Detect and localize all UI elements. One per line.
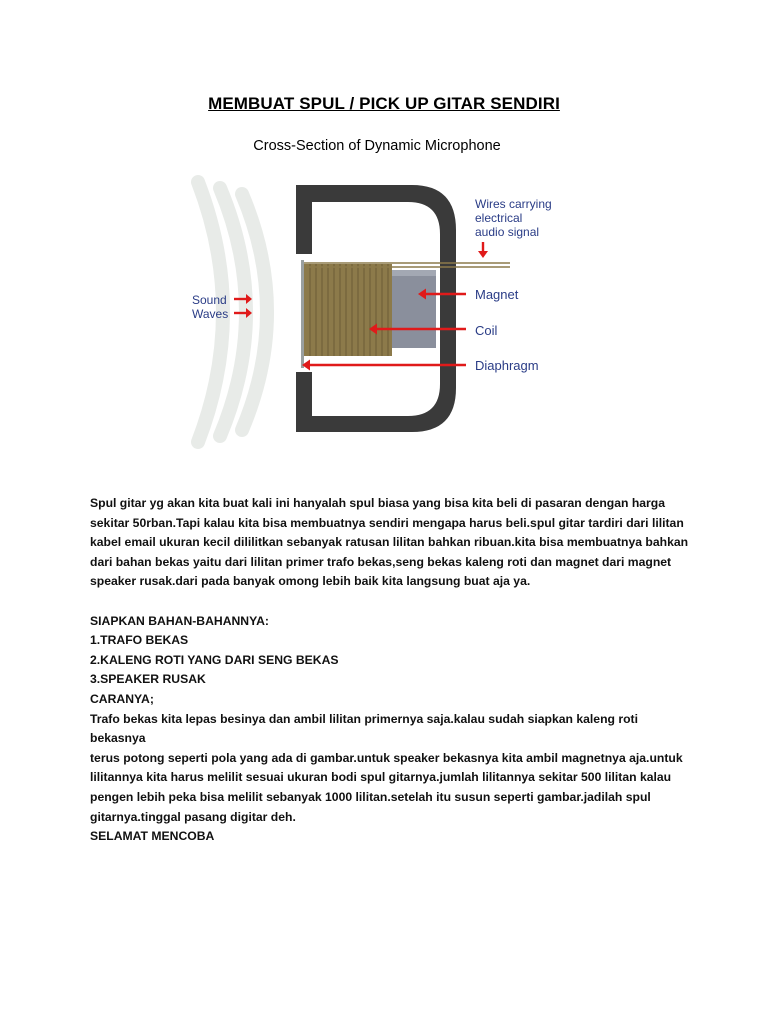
material-item: 1.TRAFO BEKAS (90, 633, 189, 648)
document-title: MEMBUAT SPUL / PICK UP GITAR SENDIRI (208, 94, 560, 113)
label-wires-3: audio signal (475, 225, 540, 239)
paragraph-line: kabel email ukuran kecil dililitkan sebanyak ratusan lilitan bahkan ribuan.kita bisa membuatnya bahkan (90, 535, 689, 550)
label-sound-waves-2: Waves (192, 307, 229, 321)
method-heading: CARANYA; (90, 691, 154, 706)
paragraph-line: speaker rusak.dari pada banyak omong lebih baik kita langsung buat aja ya. (90, 574, 531, 589)
label-coil: Coil (475, 323, 498, 338)
label-magnet: Magnet (475, 287, 519, 302)
paragraph-line: pengen lebih peka bisa melilit sebanyak 1000 lilitan.setelah itu susun seperti gambar.jadilah spul (90, 789, 651, 804)
paragraph-line: gitarnya.tinggal pasang digitar deh. (90, 809, 296, 824)
paragraph-line: sekitar 50rban.Tapi kalau kita bisa membuatnya sendiri mengapa harus beli.spul gitar tardiri dari lilitan (90, 515, 684, 530)
material-item: 2.KALENG ROTI YANG DARI SENG BEKAS (90, 652, 339, 667)
paragraph-line: lilitannya kita harus melilit sesuai ukuran bodi spul gitarnya.jumlah lilitannya sekitar 500 lilitan kalau (90, 770, 672, 785)
paragraph-line: terus potong seperti pola yang ada di gambar.untuk speaker bekasnya kita ambil magnetnya aja.untuk (90, 750, 683, 765)
label-sound-waves-1: Sound (192, 293, 227, 307)
paragraph-line: Spul gitar yg akan kita buat kali ini hanyalah spul biasa yang bisa kita beli di pasaran dengan harga (90, 496, 666, 510)
label-wires-1: Wires carrying (475, 197, 552, 211)
microphone-diagram-svg (150, 130, 610, 460)
paragraph-line: Trafo bekas kita lepas besinya dan ambil lilitan primernya saja.kalau sudah siapkan kaleng roti bekasnya (90, 711, 638, 746)
label-diaphragm: Diaphragm (475, 358, 539, 373)
diagram-title: Cross-Section of Dynamic Microphone (253, 138, 501, 154)
coil (304, 264, 392, 356)
wires-arrow-icon (478, 242, 488, 258)
magnet-highlight (390, 270, 436, 276)
paragraph-line: dari bahan bekas yaitu dari lilitan primer trafo bekas,seng bekas kaleng roti dan magnet dari magnet (90, 554, 672, 569)
material-item: 3.SPEAKER RUSAK (90, 672, 206, 687)
diaphragm (301, 260, 304, 368)
label-wires-2: electrical (475, 211, 523, 225)
closing-line: SELAMAT MENCOBA (90, 829, 215, 844)
paragraph-spacer (90, 592, 690, 612)
microphone-diagram (150, 130, 610, 460)
body-text (90, 494, 690, 847)
materials-heading: SIAPKAN BAHAN-BAHANNYA: (90, 613, 269, 628)
magnet (390, 270, 436, 348)
